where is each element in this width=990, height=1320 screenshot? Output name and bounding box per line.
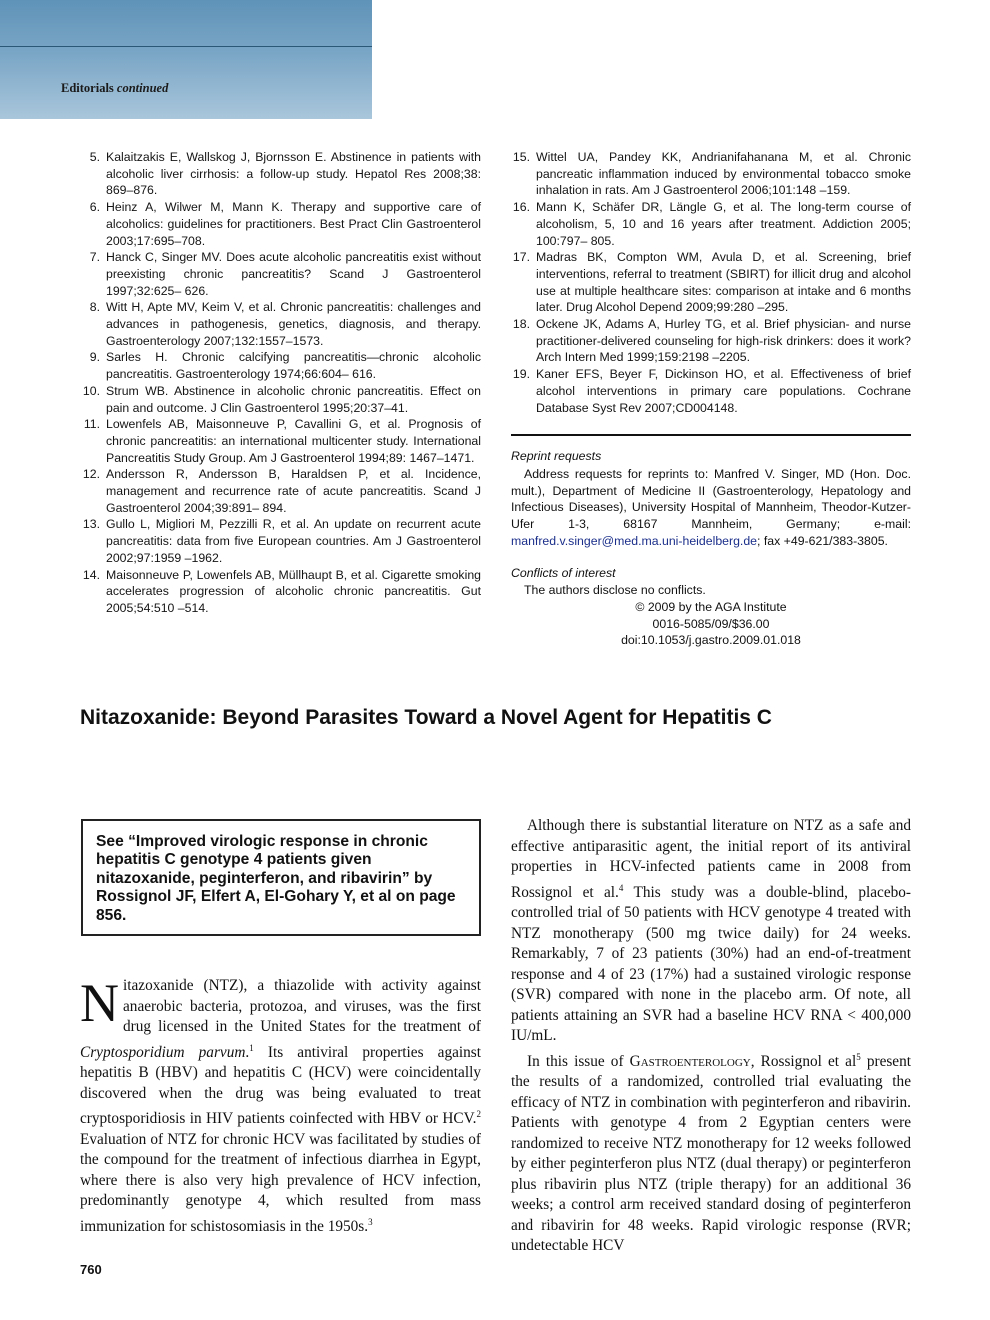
reference-item	[80, 383, 481, 416]
reference-item	[510, 366, 911, 416]
copyright-block	[511, 599, 911, 649]
body-text-segment: , Rossignol et al	[750, 1052, 857, 1070]
reference-number: 10.	[82, 383, 100, 398]
reprint-address: Address requests for reprints to: Manfred V. Singer, MD (Hon. Doc. mult.), Department of Medicine II (Gastroenterology, Hepatology and Infectious Diseases), University Hospital of Mannheim, Theodor-Kutzer-Ufer 1-3, 68167 Mannheim, Germany; e-mail:	[511, 467, 911, 532]
reference-text: Kalaitzakis E, Wallskog J, Bjornsson E. Abstinence in patients with alcoholic liver cirrhosis: a follow-up study. Hepatol Res 2008;38: 869–876.	[106, 150, 481, 198]
reference-item	[510, 249, 911, 316]
header-band	[0, 0, 372, 119]
citation-mark: 2	[476, 1109, 481, 1120]
reference-text: Kaner EFS, Beyer F, Dickinson HO, et al. Effectiveness of brief alcohol interventions in primary care populations. Cochrane Database Syst Rev 2007;CD004148.	[536, 367, 911, 415]
reference-number: 15.	[512, 150, 530, 164]
reference-number: 18.	[512, 317, 530, 332]
reference-item	[80, 349, 481, 382]
reference-list-left	[80, 149, 481, 617]
reference-item	[80, 416, 481, 466]
reprint-text	[511, 466, 911, 550]
citation-mark: 1	[249, 1042, 254, 1053]
reference-text: Lowenfels AB, Maisonneuve P, Cavallini G, et al. Prognosis of chronic pancreatitis: an international multicenter study. International Pancreatitis Study Group. Am J Gastroenterol 1994;89: 1467–1471.	[106, 417, 481, 465]
conflicts-heading: Conflicts of interest	[511, 566, 616, 580]
running-head-section: Editorials	[61, 81, 114, 95]
species-name: Cryptosporidium parvum	[80, 1043, 246, 1061]
citation-mark: 5	[856, 1051, 861, 1062]
reference-number: 14.	[82, 567, 100, 582]
reference-item	[80, 567, 481, 617]
body-column-right	[511, 816, 911, 1257]
reference-item	[510, 149, 911, 199]
body-text-segment: Its antiviral properties against hepatitis B (HBV) and hepatitis C (HCV) were coincidentally discovered when the drug was being evaluated to treat cryptosporidiosis in HIV patients coinfected with HBV or HCV.	[80, 1043, 481, 1128]
reference-number: 12.	[82, 467, 100, 482]
body-text-segment: present the results of a randomized, controlled trial evaluating the efficacy of NTZ in combination with peginterferon and ribavirin. Patients with genotype 4 from 2 Egyptian centers were randomized to receive NTZ monotherapy for 12 weeks followed by either peginterferon plus NTZ (dual therapy) or peginterferon plus ribavirin plus NTZ (triple therapy) for an additional 36 weeks; a control arm received standard dosing of peginterferon and ribavirin for 48 weeks. Rapid virologic response (RVR; undetectable HCV	[511, 1052, 911, 1255]
reference-text: Hanck C, Singer MV. Does acute alcoholic pancreatitis exist without preexisting chronic pancreatitis? Scand J Gastroenterol 1997;32:625– 626.	[106, 250, 481, 298]
reference-number: 5.	[89, 150, 100, 164]
reference-text: Sarles H. Chronic calcifying pancreatitis—chronic alcoholic pancreatitis. Gastroenterology 1974;66:604– 616.	[106, 350, 481, 382]
citation-mark: 4	[618, 882, 624, 893]
reference-text: Wittel UA, Pandey KK, Andrianifahanana M, et al. Chronic pancreatic inflammation induced by environmental tobacco smoke inhalation in rats. Am J Gastroenterol 2006;101:148 –159.	[536, 150, 911, 198]
conflicts-text: The authors disclose no conflicts.	[524, 583, 706, 597]
reference-text: Gullo L, Migliori M, Pezzilli R, et al. An update on recurrent acute pancreatitis: data from five European countries. Am J Gastroenterol 2002;97:1959 –1962.	[106, 517, 481, 565]
body-text-segment: This study was a double-blind, placebo-controlled trial of 50 patients with HCV genotype 4 treated with NTZ monotherapy (500 mg twice daily) for 24 weeks. Remarkably, 7 of 23 patients (30%) had an end-of-treatment response and 4 of 23 (17%) had a sustained virologic response (SVR) compared with none in the placebo arm. Of note, all patients attaining an SVR had a baseline HCV RNA < 400,000 IU/mL.	[511, 883, 911, 1045]
see-related-article-box: See “Improved virologic response in chronic hepatitis C genotype 4 patients given nitazoxanide, peginterferon, and ribavirin” by Rossignol JF, Elfert A, El-Gohary Y, et al on page 856.	[81, 819, 481, 936]
copyright-line: © 2009 by the AGA Institute	[635, 600, 787, 614]
reference-list-right	[510, 149, 911, 416]
body-text-segment: In this issue of	[527, 1052, 630, 1070]
running-head-continued: continued	[116, 81, 169, 95]
body-paragraph	[511, 816, 911, 1047]
reference-item	[80, 149, 481, 199]
body-column-left	[80, 973, 481, 1237]
body-paragraph	[511, 1047, 911, 1257]
reference-item	[510, 199, 911, 249]
punctuation: .	[245, 1043, 250, 1061]
reference-text: Madras BK, Compton WM, Avula D, et al. Screening, brief interventions, referral to treatment (SBIRT) for illicit drug and alcohol use at multiple healthcare sites: comparison at intake and 6 months later. Drug Alcohol Depend 2009;99:280 –295.	[536, 250, 911, 315]
body-text-segment: Although there is substantial literature on NTZ as a safe and effective antiparasitic agent, the initial report of its antiviral properties in HCV-infected patients came in 2008 from Rossignol et al.	[511, 817, 911, 901]
reference-number: 7.	[89, 250, 100, 265]
reference-text: Maisonneuve P, Lowenfels AB, Müllhaupt B, et al. Cigarette smoking accelerates progression of alcoholic chronic pancreatitis. Gut 2005;54:510 –514.	[106, 567, 481, 615]
citation-mark: 3	[368, 1216, 373, 1227]
article-title: Nitazoxanide: Beyond Parasites Toward a Novel Agent for Hepatitis C	[80, 706, 772, 729]
reprint-heading: Reprint requests	[511, 449, 602, 463]
section-divider	[511, 434, 911, 436]
reference-number: 13.	[82, 517, 100, 532]
reference-number: 11.	[83, 417, 100, 432]
running-head	[61, 81, 168, 96]
reprint-fax: ; fax +49-621/383-3805.	[757, 533, 888, 548]
reference-number: 17.	[512, 250, 530, 265]
reference-text: Strum WB. Abstinence in alcoholic chronic pancreatitis. Effect on pain and outcome. J Clin Gastroenterol 1995;20:37–41.	[106, 383, 481, 415]
reference-number: 6.	[89, 200, 100, 215]
reference-number: 8.	[89, 300, 100, 315]
body-text-segment: itazoxanide (NTZ), a thiazolide with activity against anaerobic bacteria, protozoa, and viruses, was the first drug licensed in the United States for the treatment of	[123, 977, 481, 1035]
reference-text: Mann K, Schäfer DR, Längle G, et al. The long-term course of alcoholism, 5, 10 and 16 years after treatment. Addiction 2005; 100:797– 805.	[536, 200, 911, 248]
reprint-email-link[interactable]: manfred.v.singer@med.ma.uni-heidelberg.de	[511, 533, 758, 548]
reference-text: Heinz A, Wilwer M, Mann K. Therapy and supportive care of alcoholics: guidelines for practitioners. Best Pract Clin Gastroenterol 2003;17:695–708.	[106, 200, 481, 248]
reference-text: Andersson R, Andersson B, Haraldsen P, et al. Incidence, management and recurrence rate of acute pancreatitis. Scand J Gastroenterol 2004;39:891– 894.	[106, 467, 481, 515]
header-rule	[0, 46, 372, 47]
drop-cap: N	[80, 973, 119, 1033]
reference-item	[80, 466, 481, 516]
body-paragraph	[80, 973, 481, 1237]
reference-item	[80, 516, 481, 566]
reference-text: Ockene JK, Adams A, Hurley TG, et al. Brief physician- and nurse practitioner-delivered counseling for high-risk drinkers: does it work? Arch Intern Med 1999;159:2198 –2205.	[536, 317, 911, 365]
doi-line: doi:10.1053/j.gastro.2009.01.018	[621, 633, 801, 648]
reference-item	[80, 249, 481, 299]
reference-number: 19.	[512, 367, 530, 382]
reference-item	[510, 316, 911, 366]
body-text-segment: Evaluation of NTZ for chronic HCV was facilitated by studies of the compound for the treatment of infectious diarrhea in Egypt, where there is also very high prevalence of HCV infection, predominantly genotype 4, which resulted from mass immunization for schistosomiasis in the 1950s.	[80, 1130, 481, 1235]
reference-number: 16.	[512, 200, 530, 215]
reference-text: Witt H, Apte MV, Keim V, et al. Chronic pancreatitis: challenges and advances in pathogenesis, genetics, diagnosis, and therapy. Gastroenterology 2007;132:1557–1573.	[106, 300, 481, 348]
page-number: 760	[80, 1262, 102, 1277]
reference-item	[80, 299, 481, 349]
reference-item	[80, 199, 481, 249]
reference-number: 9.	[89, 350, 100, 365]
journal-name: Gastroenterology	[629, 1052, 751, 1070]
issn-line: 0016-5085/09/$36.00	[652, 616, 770, 631]
